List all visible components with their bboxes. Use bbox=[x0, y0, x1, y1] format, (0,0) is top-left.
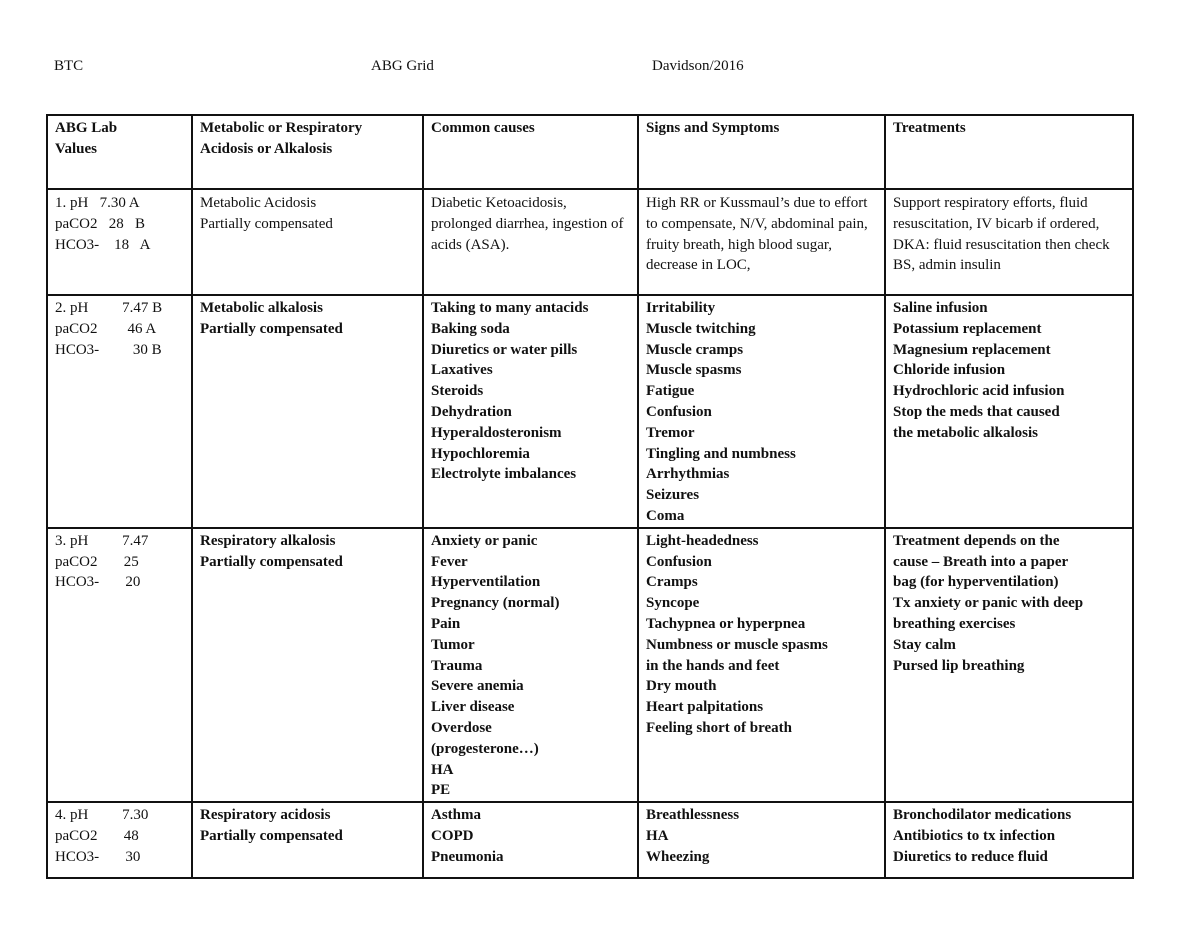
table-header-row bbox=[47, 115, 1133, 189]
col-header-treatments: Treatments bbox=[885, 115, 1133, 189]
table-row bbox=[47, 802, 1133, 878]
header-author-year: Davidson/2016 bbox=[652, 58, 744, 74]
col-header-signs: Signs and Symptoms bbox=[638, 115, 885, 189]
signs-cell: Irritability Muscle twitching Muscle cramps Muscle spasms Fatigue Confusion Tremor Tingling and numbness Arrhythmias Seizures Coma bbox=[638, 295, 885, 528]
condition-cell: Metabolic Acidosis Partially compensated bbox=[192, 189, 423, 295]
causes-cell: Taking to many antacids Baking soda Diuretics or water pills Laxatives Steroids Dehydration Hyperaldosteronism Hypochloremia Electrolyte imbalances bbox=[423, 295, 638, 528]
lab-values-cell: 2. pH 7.47 B paCO2 46 A HCO3- 30 B bbox=[47, 295, 192, 528]
col-header-lab-values: ABG Lab Values bbox=[47, 115, 192, 189]
col-header-causes: Common causes bbox=[423, 115, 638, 189]
treatments-cell: Support respiratory efforts, fluid resuscitation, IV bicarb if ordered, DKA: fluid resuscitation then check BS, admin insulin bbox=[885, 189, 1133, 295]
treatments-cell: Saline infusion Potassium replacement Magnesium replacement Chloride infusion Hydrochloric acid infusion Stop the meds that caused the metabolic alkalosis bbox=[885, 295, 1133, 528]
condition-cell: Respiratory acidosis Partially compensated bbox=[192, 802, 423, 878]
treatments-cell: Bronchodilator medications Antibiotics to tx infection Diuretics to reduce fluid bbox=[885, 802, 1133, 878]
causes-cell: Asthma COPD Pneumonia bbox=[423, 802, 638, 878]
lab-values-cell: 3. pH 7.47 paCO2 25 HCO3- 20 bbox=[47, 528, 192, 802]
col-header-condition: Metabolic or Respiratory Acidosis or Alkalosis bbox=[192, 115, 423, 189]
condition-cell: Respiratory alkalosis Partially compensated bbox=[192, 528, 423, 802]
condition-cell: Metabolic alkalosis Partially compensated bbox=[192, 295, 423, 528]
header-left: BTC bbox=[54, 58, 84, 74]
causes-cell: Anxiety or panic Fever Hyperventilation Pregnancy (normal) Pain Tumor Trauma Severe anemia Liver disease Overdose (progesterone…) HA PE bbox=[423, 528, 638, 802]
signs-cell: Breathlessness HA Wheezing bbox=[638, 802, 885, 878]
table-row bbox=[47, 528, 1133, 802]
signs-cell: High RR or Kussmaul’s due to effort to compensate, N/V, abdominal pain, fruity breath, high blood sugar, decrease in LOC, bbox=[638, 189, 885, 295]
header-title: ABG Grid bbox=[371, 58, 434, 74]
page-header bbox=[0, 58, 1200, 78]
table-row bbox=[47, 295, 1133, 528]
lab-values-cell: 1. pH 7.30 A paCO2 28 B HCO3- 18 A bbox=[47, 189, 192, 295]
lab-values-cell: 4. pH 7.30 paCO2 48 HCO3- 30 bbox=[47, 802, 192, 878]
causes-cell: Diabetic Ketoacidosis, prolonged diarrhea, ingestion of acids (ASA). bbox=[423, 189, 638, 295]
treatments-cell: Treatment depends on the cause – Breath into a paper bag (for hyperventilation) Tx anxiety or panic with deep breathing exercises Stay calm Pursed lip breathing bbox=[885, 528, 1133, 802]
signs-cell: Light-headedness Confusion Cramps Syncope Tachypnea or hyperpnea Numbness or muscle spasms in the hands and feet Dry mouth Heart palpitations Feeling short of breath bbox=[638, 528, 885, 802]
table-row bbox=[47, 189, 1133, 295]
abg-grid-table bbox=[46, 114, 1134, 879]
